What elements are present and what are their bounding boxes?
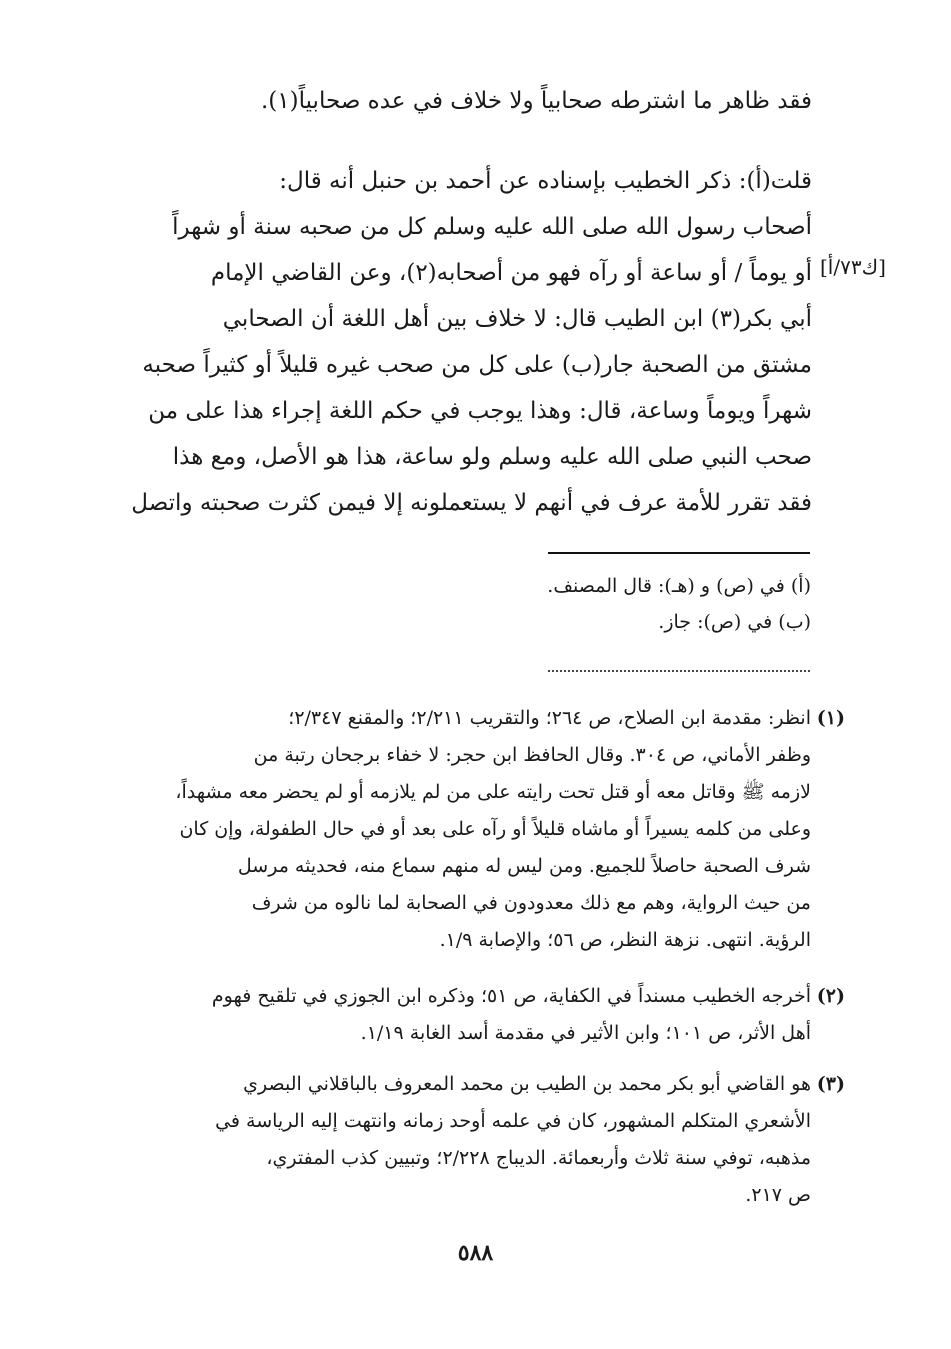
- main-line: صحب النبي صلى الله عليه وسلم ولو ساعة، هذا هو الأصل، ومع هذا: [172, 444, 812, 470]
- variant-notes: [311, 568, 811, 640]
- footnote-number: (٢): [816, 985, 845, 1007]
- footnote-line: انظر: مقدمة ابن الصلاح، ص ٢٦٤؛ والتقريب ٢/٢١١؛ والمقنع ٢/٣٤٧؛: [288, 707, 811, 729]
- variant-note: (أ) في (ص) و (هـ): قال المصنف.: [547, 575, 811, 597]
- footnote-separator-rule: [548, 552, 810, 554]
- footnote-line: وعلى من كلمه يسيراً أو ماشاه قليلاً أو رآه على بعد أو في حال الطفولة، وإن كان: [179, 818, 811, 840]
- footnote-line: أهل الأثر، ص ١٠١؛ وابن الأثير في مقدمة أسد الغابة ١/١٩.: [360, 1022, 811, 1044]
- footnote-line: وظفر الأماني، ص ٣٠٤. وقال الحافظ ابن حجر: لا خفاء برجحان رتبة من: [253, 744, 811, 766]
- main-line: مشتق من الصحبة جار(ب) على كل من صحب غيره قليلاً أو كثيراً صحبه: [142, 352, 812, 378]
- main-line: أصحاب رسول الله صلى الله عليه وسلم كل من صحبه سنة أو شهراً: [172, 214, 812, 240]
- footnote-line: أخرجه الخطيب مسنداً في الكفاية، ص ٥١؛ وذكره ابن الجوزي في تلقيح فهوم: [211, 985, 811, 1007]
- main-line: قلت(أ): ذكر الخطيب بإسناده عن أحمد بن حنبل أنه قال:: [279, 168, 812, 194]
- manuscript-folio-marker: [ك٧٣/أ]: [820, 255, 886, 279]
- variant-note: (ب) في (ص): جاز.: [658, 611, 811, 633]
- footnote-line: الأشعري المتكلم المشهور، كان في علمه أوحد زمانه وانتهت إليه الرياسة في: [215, 1110, 811, 1132]
- footnote-line: ص ٢١٧.: [745, 1184, 811, 1206]
- footnote-3: [131, 1066, 845, 1214]
- footnote-line: شرف الصحبة حاصلاً للجميع. ومن ليس له منهم سماع منه، فحديثه مرسل: [237, 855, 811, 877]
- footnote-line: الرؤية. انتهى. نزهة النظر، ص ٥٦؛ والإصابة ١/٩.: [439, 929, 811, 951]
- main-line: فقد تقرر للأمة عرف في أنهم لا يستعملونه إلا فيمن كثرت صحبته واتصل: [131, 490, 812, 516]
- main-paragraph: [118, 158, 812, 526]
- main-first-line: فقد ظاهر ما اشترطه صحابياً ولا خلاف في عده صحابياً(١).: [260, 88, 812, 114]
- footnote-2: [131, 978, 845, 1052]
- footnote-number: (٣): [816, 1073, 845, 1095]
- footnote-1: [131, 700, 845, 959]
- footnote-line: لازمه ﷺ وقاتل معه أو قتل تحت رايته على من لم يلازمه أو لم يحضر معه مشهداً،: [175, 781, 811, 803]
- page-number: ٥٨٨: [457, 1240, 494, 1266]
- dotted-separator: [548, 670, 810, 672]
- main-line: شهراً ويوماً وساعة، قال: وهذا يوجب في حكم اللغة إجراء هذا على من: [148, 398, 812, 424]
- footnote-line: مذهبه، توفي سنة ثلاث وأربعمائة. الديباج ٢/٢٢٨؛ وتبيين كذب المفتري،: [266, 1147, 811, 1169]
- footnote-line: من حيث الرواية، وهم مع ذلك معدودون في الصحابة لما نالوه من شرف: [251, 892, 811, 914]
- footnote-line: هو القاضي أبو بكر محمد بن الطيب بن محمد المعروف بالباقلاني البصري: [243, 1073, 811, 1095]
- main-line: أو يوماً / أو ساعة أو رآه فهو من أصحابه(٢)، وعن القاضي الإمام: [210, 260, 812, 286]
- main-line: أبي بكر(٣) ابن الطيب قال: لا خلاف بين أهل اللغة أن الصحابي: [222, 306, 812, 332]
- footnote-number: (١): [816, 707, 845, 729]
